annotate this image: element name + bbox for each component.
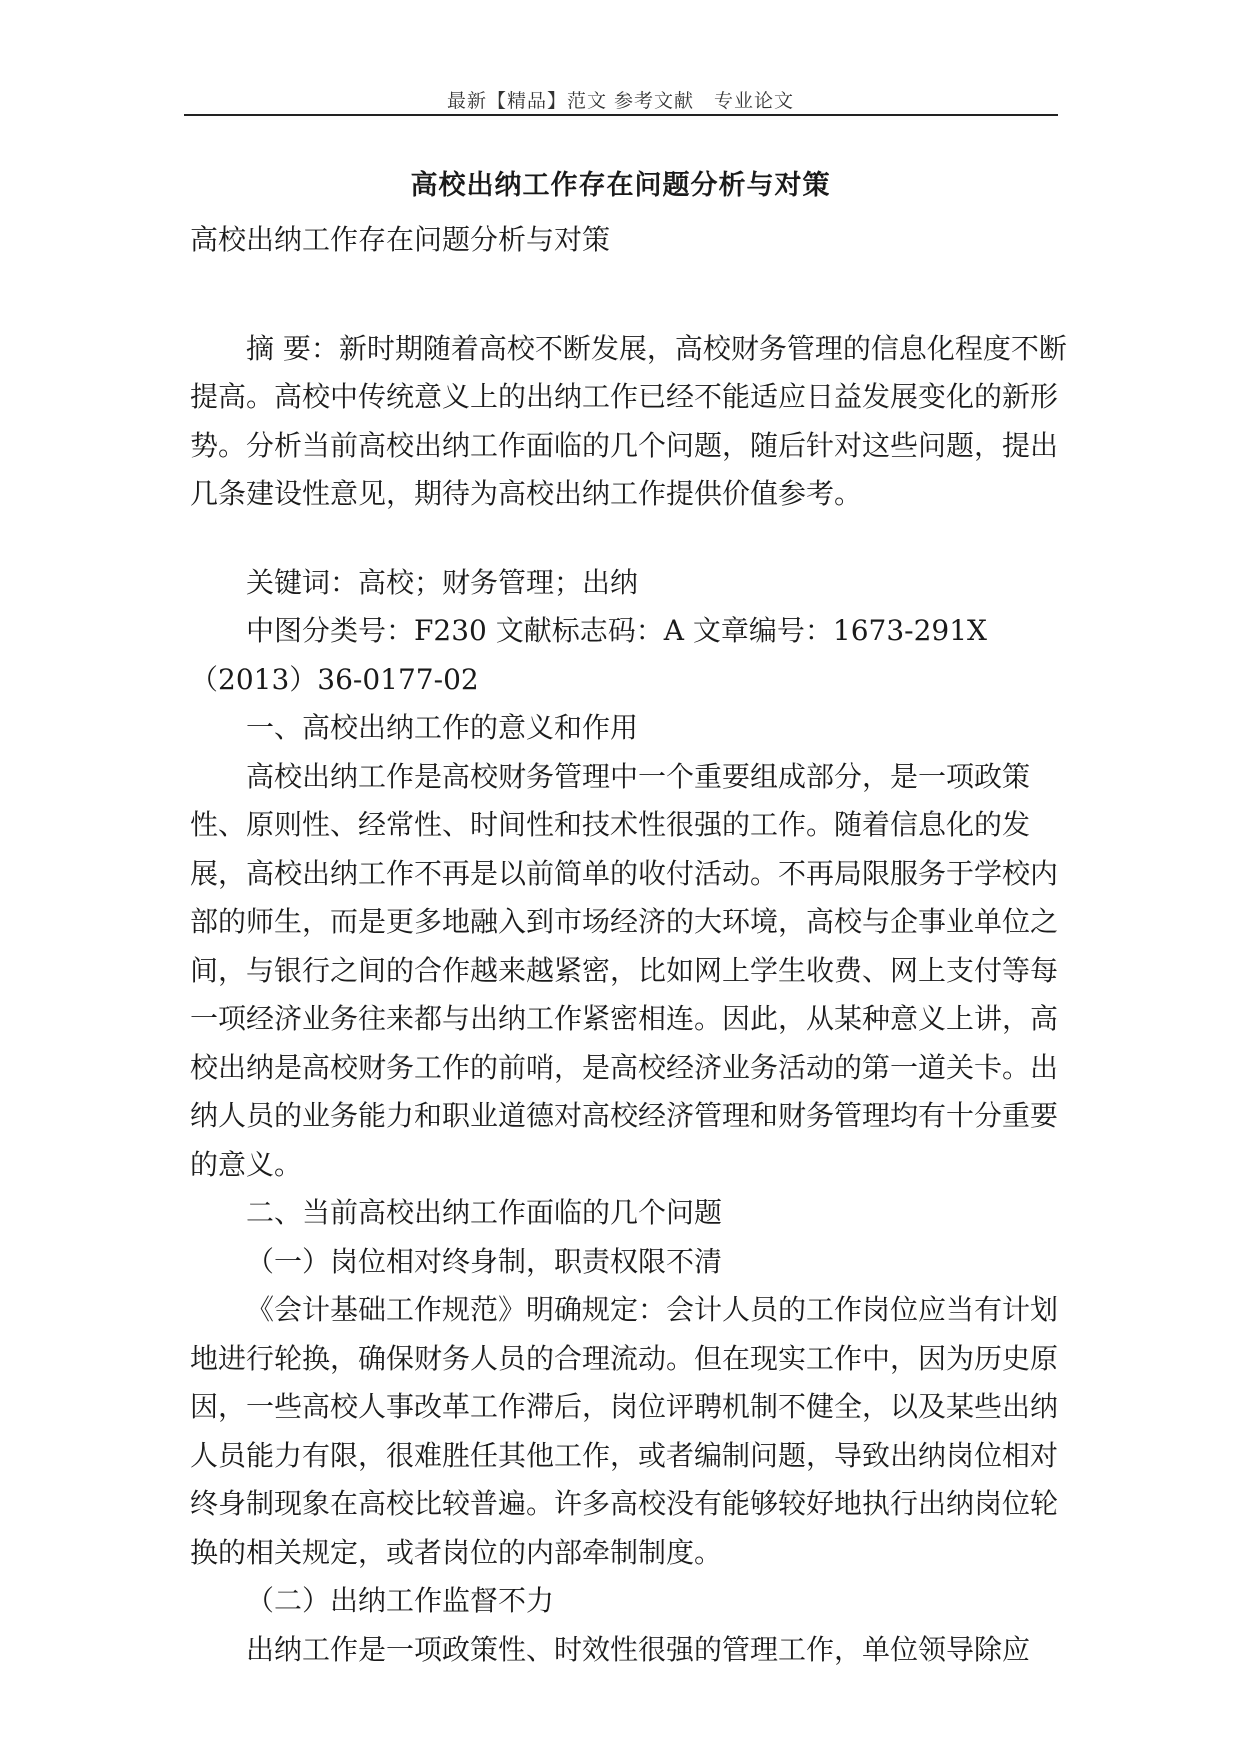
subsection-heading: （二）出纳工作监督不力 <box>246 1584 555 1617</box>
section-heading: 二、当前高校出纳工作面临的几个问题 <box>246 1196 723 1229</box>
body-paragraph: 《会计基础工作规范》明确规定：会计人员的工作岗位应当有计划地进行轮换，确保财务人员的合理流动。但在现实工作中，因为历史原因，一些高校人事改革工作滞后，岗位评聘机制不健全，以及某些出纳人员能力有限，很难胜任其他工作，或者编制问题，导致出纳岗位相对终身制现象在高校比较普遍。许多高校没有能够较好地执行出纳岗位轮换的相关规定，或者岗位的内部牵制制度。 <box>190 1293 1059 1569</box>
document-title: 高校出纳工作存在问题分析与对策 <box>410 170 831 201</box>
body-paragraph: 高校出纳工作是高校财务管理中一个重要组成部分，是一项政策性、原则性、经常性、时间性和技术性很强的工作。随着信息化的发展，高校出纳工作不再是以前简单的收付活动。不再局限服务于学校内部的师生，而是更多地融入到市场经济的大环境，高校与企事业单位之间，与银行之间的合作越来越紧密，比如网上学生收费、网上支付等每一项经济业务往来都与出纳工作紧密相连。因此，从某种意义上讲，高校出纳是高校财务工作的前哨，是高校经济业务活动的第一道关卡。出纳人员的业务能力和职业道德对高校经济管理和财务管理均有十分重要的意义。 <box>190 759 1059 1181</box>
subtitle: 高校出纳工作存在问题分析与对策 <box>190 223 611 256</box>
header-text: 最新【精品】范文 参考文献 专业论文 <box>446 90 795 112</box>
abstract-paragraph: 摘 要：新时期随着高校不断发展，高校财务管理的信息化程度不断提高。高校中传统意义上的出纳工作已经不能适应日益发展变化的新形势。分析当前高校出纳工作面临的几个问题，随后针对这些问题，提出几条建设性意见，期待为高校出纳工作提供价值参考。 <box>190 331 1067 510</box>
header-rule <box>184 114 1058 116</box>
keywords-line: 关键词：高校；财务管理；出纳 <box>246 565 639 599</box>
subsection-heading: （一）岗位相对终身制，职责权限不清 <box>246 1244 723 1278</box>
classification-line: 中图分类号：F230 文献标志码：A 文章编号：1673-291X（2013）36-0177-02 <box>190 614 987 696</box>
body-paragraph: 出纳工作是一项政策性、时效性很强的管理工作，单位领导除应 <box>246 1632 1031 1666</box>
section-heading: 一、高校出纳工作的意义和作用 <box>246 711 639 744</box>
document-body <box>190 216 1070 1674</box>
